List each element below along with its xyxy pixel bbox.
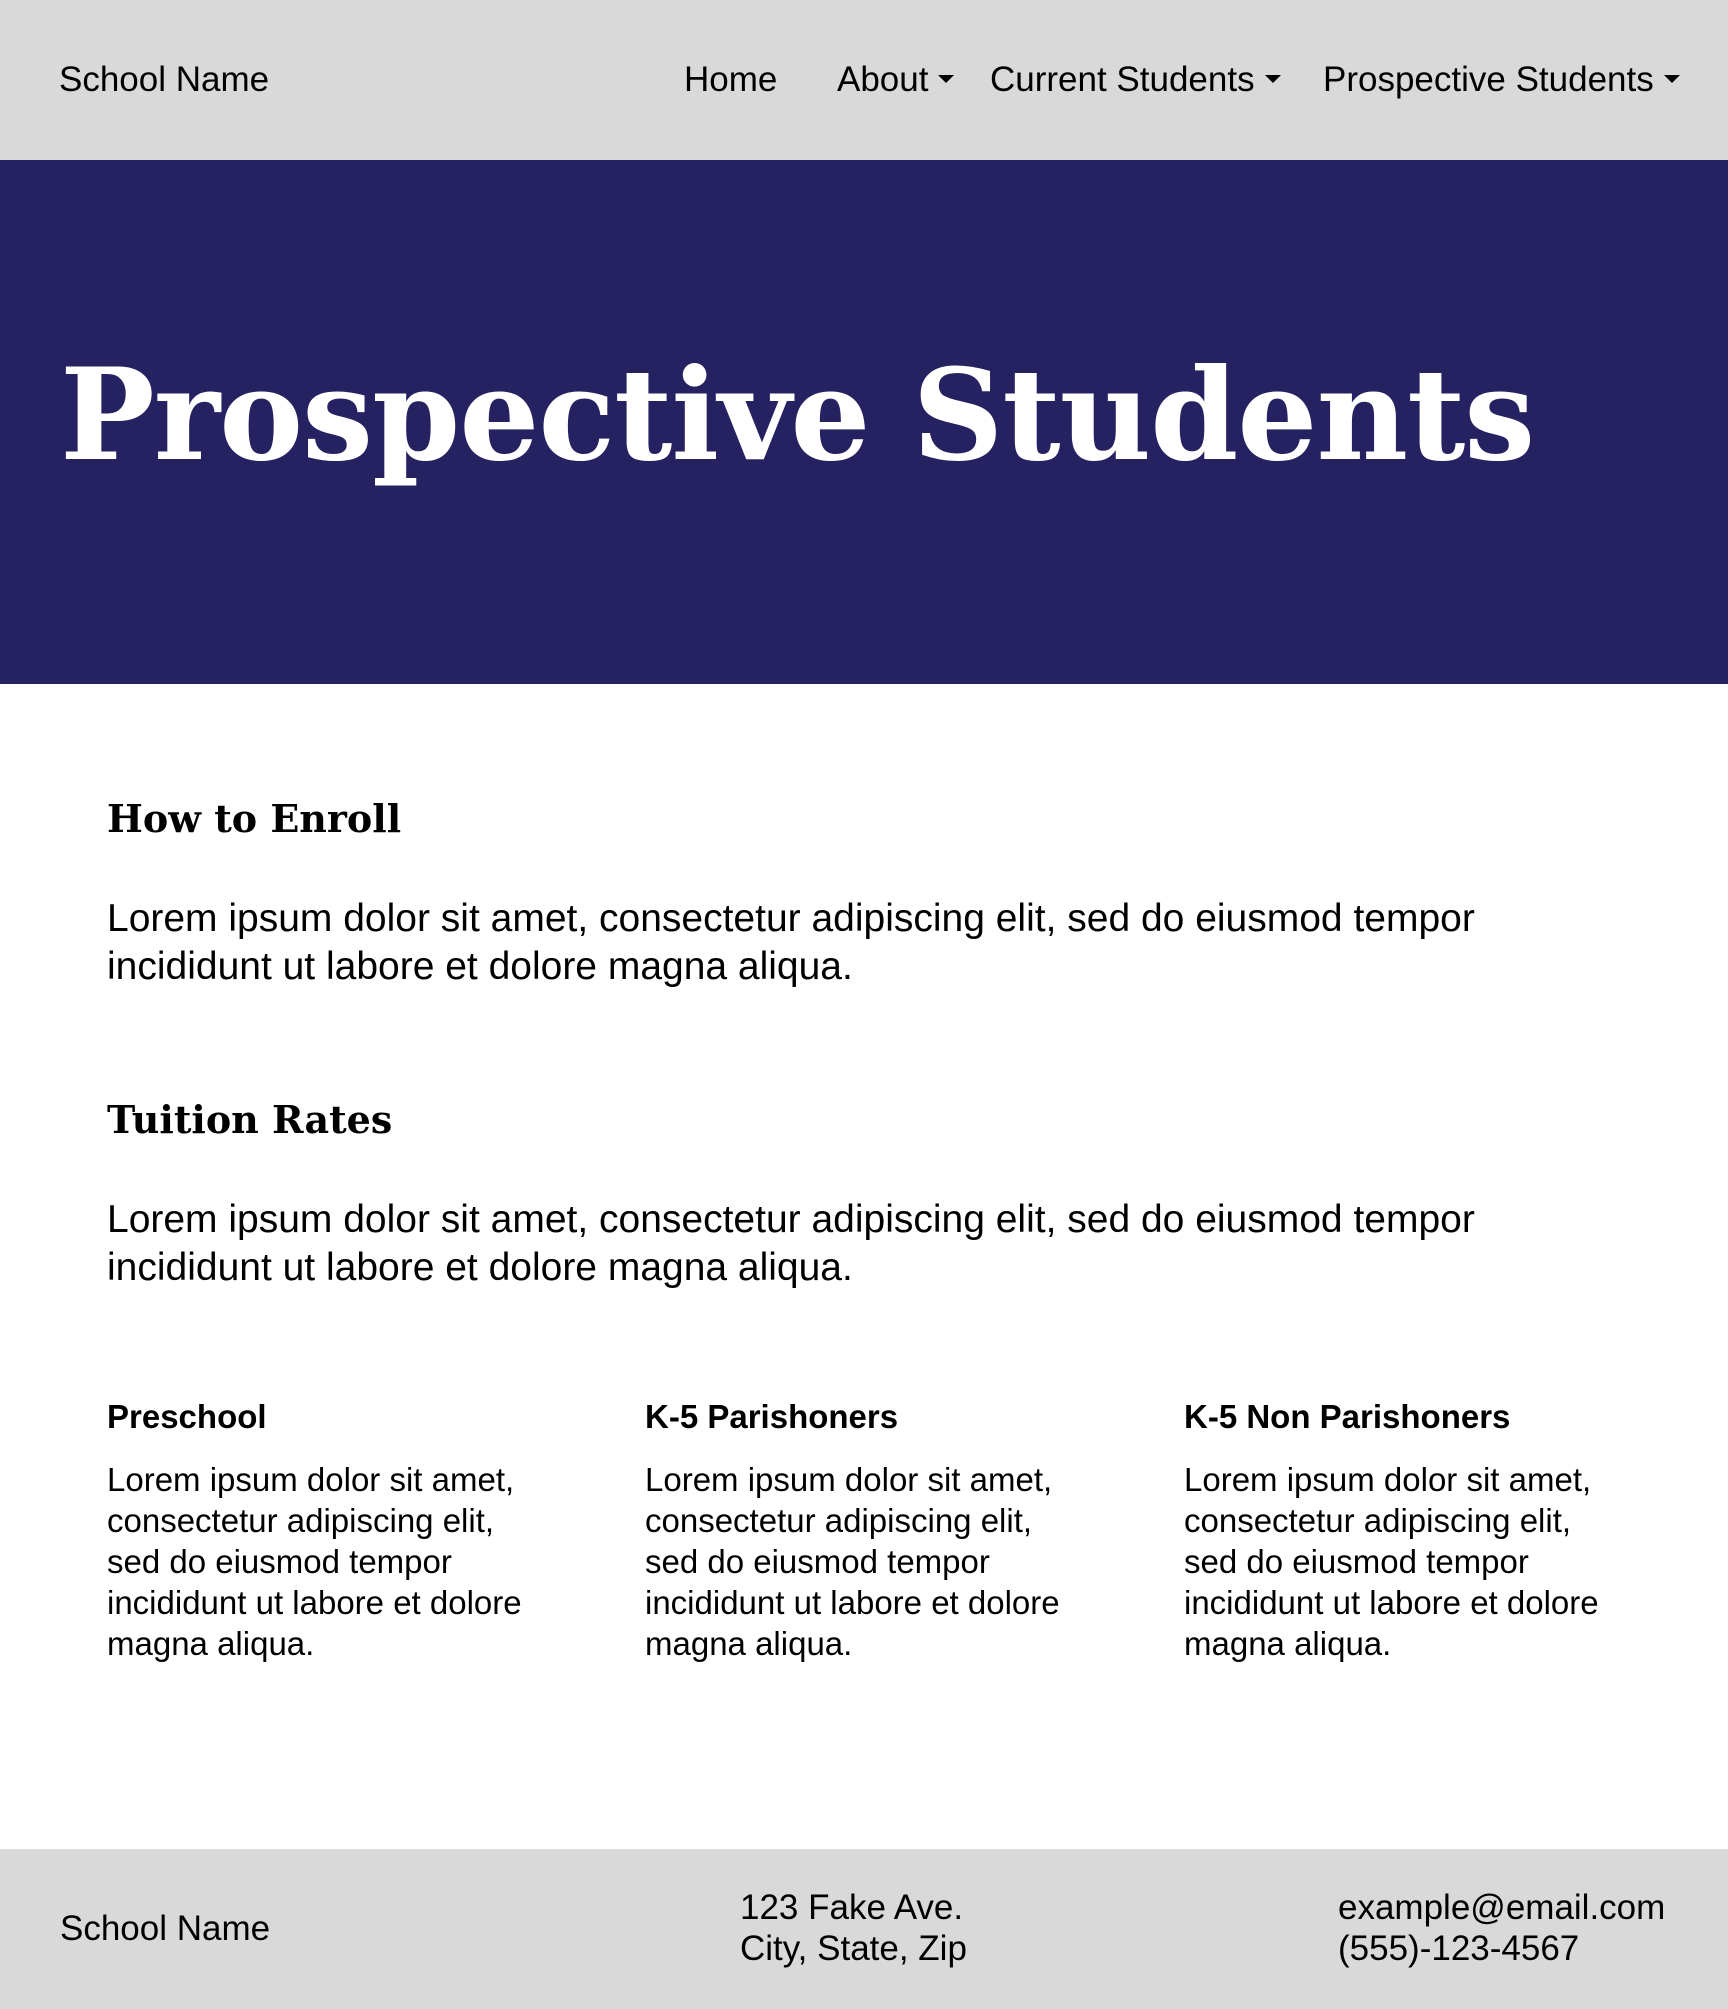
hero-banner bbox=[0, 160, 1728, 684]
tuition-column-title: Preschool bbox=[107, 1398, 267, 1435]
nav-item-label: Current Students bbox=[990, 60, 1255, 99]
tuition-column-body: Lorem ipsum dolor sit amet, consectetur adipiscing elit, sed do eiusmod tempor incididunt ut labore et dolore magna aliqua. bbox=[645, 1461, 1060, 1662]
nav-item-label: Prospective Students bbox=[1323, 60, 1654, 99]
section-heading-how-to-enroll: How to Enroll bbox=[107, 796, 402, 841]
section-heading-tuition-rates: Tuition Rates bbox=[107, 1097, 393, 1142]
nav-item-prospective-students[interactable] bbox=[1323, 56, 1680, 104]
footer-address-line1: 123 Fake Ave. bbox=[740, 1888, 964, 1927]
nav-item-label: About bbox=[837, 60, 929, 99]
footer-brand: School Name bbox=[60, 1909, 271, 1948]
nav-item-about[interactable] bbox=[837, 56, 954, 104]
page-title: Prospective Students bbox=[60, 341, 1535, 489]
tuition-column-k5-non-parishoners bbox=[1184, 1395, 1634, 1664]
nav-item-home[interactable] bbox=[684, 56, 777, 104]
footer-address-line2: City, State, Zip bbox=[740, 1929, 967, 1968]
tuition-column-title: K-5 Parishoners bbox=[645, 1398, 899, 1435]
top-nav-bar bbox=[0, 0, 1728, 160]
chevron-down-icon bbox=[938, 75, 954, 83]
footer bbox=[0, 1849, 1728, 2009]
chevron-down-icon bbox=[1265, 75, 1281, 83]
footer-email-link[interactable]: example@email.com bbox=[1338, 1888, 1666, 1927]
nav-item-label: Home bbox=[684, 60, 778, 99]
tuition-column-k5-parishoners bbox=[645, 1395, 1095, 1664]
chevron-down-icon bbox=[1664, 75, 1680, 83]
tuition-column-body: Lorem ipsum dolor sit amet, consectetur adipiscing elit, sed do eiusmod tempor incididunt ut labore et dolore magna aliqua. bbox=[1184, 1461, 1599, 1662]
tuition-column-body: Lorem ipsum dolor sit amet, consectetur adipiscing elit, sed do eiusmod tempor incididunt ut labore et dolore magna aliqua. bbox=[107, 1461, 522, 1662]
tuition-column-preschool bbox=[107, 1395, 557, 1664]
footer-address bbox=[740, 1887, 967, 1969]
nav-item-current-students[interactable] bbox=[990, 56, 1281, 104]
nav-brand-link[interactable]: School Name bbox=[59, 60, 270, 99]
tuition-column-title: K-5 Non Parishoners bbox=[1184, 1398, 1511, 1435]
footer-phone-link[interactable]: (555)-123-4567 bbox=[1338, 1929, 1580, 1968]
section-body-tuition-rates: Lorem ipsum dolor sit amet, consectetur adipiscing elit, sed do eiusmod tempor incididunt ut labore et dolore magna aliqua. bbox=[107, 1198, 1475, 1289]
footer-contact bbox=[1338, 1887, 1665, 1969]
section-body-how-to-enroll: Lorem ipsum dolor sit amet, consectetur adipiscing elit, sed do eiusmod tempor incididunt ut labore et dolore magna aliqua. bbox=[107, 897, 1475, 988]
